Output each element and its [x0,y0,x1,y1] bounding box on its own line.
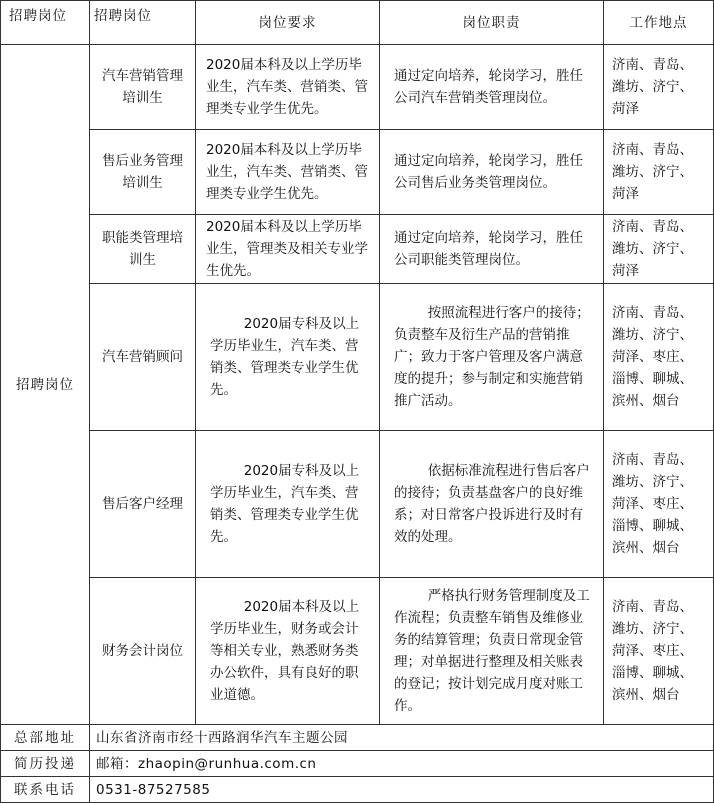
position-location: 济南、青岛、潍坊、济宁、菏泽 [604,215,714,284]
phone-row [1,777,714,803]
position-name: 职能类管理培训生 [90,215,196,284]
position-location: 济南、青岛、潍坊、济宁、菏泽、枣庄、淄博、聊城、滨州、烟台 [604,284,714,431]
table-row [1,130,714,215]
header-duties: 岗位职责 [380,1,604,45]
table-row [1,45,714,130]
phone-label: 联系电话 [1,777,90,803]
table-row [1,578,714,725]
position-duties: 严格执行财务管理制度及工作流程；负责整车销售及维修业务的结算管理；负责日常现金管理；对单据进行整理及相关账表的登记；按计划完成月度对账工作。 [380,578,604,725]
resume-email[interactable]: 邮箱：zhaopin@runhua.com.cn [90,751,714,777]
position-name: 汽车营销管理培训生 [90,45,196,130]
position-duties: 依据标准流程进行售后客户的接待；负责基盘客户的良好维系；对日常客户投诉进行及时有效的处理。 [380,431,604,578]
table-row [1,284,714,431]
section-label: 招聘岗位 [1,45,90,725]
address-row [1,725,714,751]
position-duties: 通过定向培养，轮岗学习，胜任公司职能类管理岗位。 [380,215,604,284]
position-location: 济南、青岛、潍坊、济宁、菏泽 [604,130,714,215]
header-row [1,1,714,45]
position-requirements: 2020届专科及以上学历毕业生，汽车类、营销类、管理类专业学生优先。 [196,284,380,431]
position-name: 售后业务管理培训生 [90,130,196,215]
header-position: 招聘岗位 [90,1,196,45]
resume-label: 简历投递 [1,751,90,777]
position-duties: 通过定向培养，轮岗学习，胜任公司售后业务类管理岗位。 [380,130,604,215]
table-row [1,215,714,284]
position-requirements: 2020届本科及以上学历毕业生，汽车类、营销类、管理类专业学生优先。 [196,45,380,130]
phone-value: 0531-87527585 [90,777,714,803]
position-name: 汽车营销顾问 [90,284,196,431]
position-requirements: 2020届本科及以上学历毕业生，财务或会计等相关专业，熟悉财务类办公软件，具有良好的职业道德。 [196,578,380,725]
position-location: 济南、青岛、潍坊、济宁、菏泽 [604,45,714,130]
position-name: 售后客户经理 [90,431,196,578]
header-requirements: 岗位要求 [196,1,380,45]
position-requirements: 2020届专科及以上学历毕业生，汽车类、营销类、管理类专业学生优先。 [196,431,380,578]
resume-row [1,751,714,777]
table-row [1,431,714,578]
address-value: 山东省济南市经十西路润华汽车主题公园 [90,725,714,751]
position-location: 济南、青岛、潍坊、济宁、菏泽、枣庄、淄博、聊城、滨州、烟台 [604,431,714,578]
address-label: 总部地址 [1,725,90,751]
header-category: 招聘岗位 [1,1,90,45]
position-requirements: 2020届本科及以上学历毕业生，汽车类、营销类、管理类专业学生优先。 [196,130,380,215]
header-location: 工作地点 [604,1,714,45]
position-location: 济南、青岛、潍坊、济宁、菏泽、枣庄、淄博、聊城、滨州、烟台 [604,578,714,725]
position-duties: 按照流程进行客户的接待；负责整车及衍生产品的营销推广；致力于客户管理及客户满意度的提升；参与制定和实施营销推广活动。 [380,284,604,431]
position-requirements: 2020届本科及以上学历毕业生，管理类及相关专业学生优先。 [196,215,380,284]
position-name: 财务会计岗位 [90,578,196,725]
position-duties: 通过定向培养，轮岗学习，胜任公司汽车营销类管理岗位。 [380,45,604,130]
